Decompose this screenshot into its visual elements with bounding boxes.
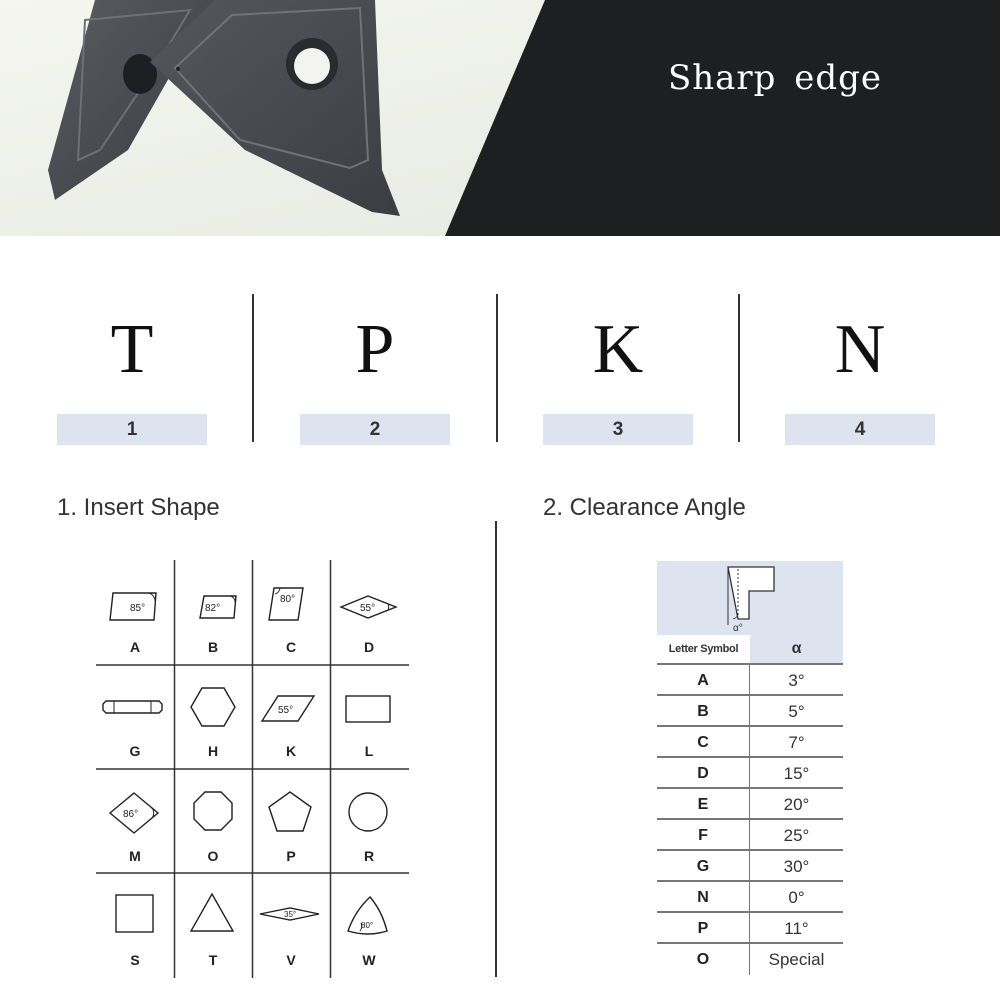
svg-text:86°: 86° (123, 809, 139, 820)
code-letter-text: K (592, 311, 644, 388)
shape-cell-p (252, 769, 330, 873)
code-letter-1 (57, 310, 207, 390)
shape-letter: G (129, 743, 141, 759)
code-letter-text: N (834, 311, 886, 388)
code-divider (738, 294, 740, 442)
code-divider (496, 294, 498, 442)
svg-text:55°: 55° (360, 603, 376, 614)
clearance-diagram (657, 561, 843, 635)
shape-cell-h (174, 664, 252, 768)
shape-cell-s (96, 873, 174, 977)
shape-cell-r (330, 769, 408, 873)
row-symbol: A (657, 665, 750, 696)
shape-letter: D (363, 639, 375, 655)
shape-letter: W (362, 952, 376, 968)
parallelogram-85-icon (96, 560, 174, 640)
trigon-80-icon (330, 873, 408, 953)
shape-letter: H (207, 743, 219, 759)
shape-cell-d (330, 560, 408, 664)
rhombus-55-icon (330, 560, 408, 640)
svg-text:55°: 55° (278, 705, 294, 716)
circle-icon (330, 769, 408, 849)
insert-photo (0, 0, 1000, 236)
table-row (657, 942, 843, 975)
rhombus-86-icon (96, 769, 174, 849)
shape-cell-a (96, 560, 174, 664)
svg-text:80°: 80° (361, 921, 374, 930)
shape-letter: T (208, 952, 218, 968)
table-row (657, 756, 843, 789)
shape-letter: K (285, 743, 297, 759)
shape-letter: M (129, 848, 141, 864)
shape-letter: R (363, 848, 375, 864)
shape-cell-o (174, 769, 252, 873)
row-value: 0° (788, 888, 805, 907)
table-row (657, 787, 843, 820)
row-symbol: C (657, 727, 750, 758)
shape-cell-c (252, 560, 330, 664)
table-row (657, 694, 843, 727)
row-value: 30° (783, 857, 810, 876)
svg-text:85°: 85° (130, 603, 146, 614)
shape-letter: A (129, 639, 141, 655)
shape-cell-w (330, 873, 408, 977)
table-row (657, 725, 843, 758)
section-divider (495, 521, 497, 977)
header-letter-symbol: Letter Symbol (657, 635, 750, 663)
code-divider (252, 294, 254, 442)
row-symbol: B (657, 696, 750, 727)
octagon-icon (174, 769, 252, 849)
shape-letter: P (286, 848, 296, 864)
row-value: 25° (783, 826, 810, 845)
shape-cell-v (252, 873, 330, 977)
table-row (657, 880, 843, 913)
code-number-3: 3 (543, 414, 693, 445)
insert-shape-title: 1. Insert Shape (57, 494, 220, 521)
svg-text:α°: α° (733, 623, 743, 634)
shape-cell-b (174, 560, 252, 664)
shape-cell-t (174, 873, 252, 977)
shape-cell-k (252, 664, 330, 768)
header-alpha: α (791, 640, 802, 657)
code-letter-text: P (355, 311, 395, 388)
code-number-4: 4 (785, 414, 935, 445)
parallelogram-82-icon (174, 560, 252, 640)
triangle-icon (174, 873, 252, 953)
code-letter-text: T (110, 311, 154, 388)
svg-text:35°: 35° (284, 910, 297, 919)
shape-cell-l (330, 664, 408, 768)
row-value: 3° (788, 671, 805, 690)
table-row (657, 911, 843, 944)
code-letter-3 (543, 310, 693, 390)
row-symbol: G (657, 851, 750, 882)
row-value: Special (768, 950, 825, 969)
rhombus-35-icon (252, 873, 330, 953)
shape-letter: O (207, 848, 219, 864)
shape-letter: B (207, 639, 219, 655)
row-symbol: O (657, 944, 750, 975)
shape-letter: S (130, 952, 140, 968)
svg-text:80°: 80° (280, 594, 296, 605)
row-value: 20° (783, 795, 810, 814)
insert-shape-grid (96, 560, 409, 978)
svg-text:82°: 82° (205, 603, 221, 614)
hexagon-icon (174, 664, 252, 744)
shape-letter: V (286, 952, 296, 968)
hexagon-elongated-icon (96, 664, 174, 744)
row-symbol: N (657, 882, 750, 913)
code-letter-4 (785, 310, 935, 390)
clearance-angle-title: 2. Clearance Angle (543, 494, 746, 521)
banner-title: Sharp edge (667, 58, 883, 98)
shape-letter: L (364, 743, 374, 759)
pentagon-icon (252, 769, 330, 849)
code-number-1: 1 (57, 414, 207, 445)
shape-cell-g (96, 664, 174, 768)
row-value: 11° (784, 919, 809, 938)
table-row (657, 849, 843, 882)
row-symbol: D (657, 758, 750, 789)
table-header (657, 635, 843, 663)
product-banner (0, 0, 1000, 236)
code-number-2: 2 (300, 414, 450, 445)
row-symbol: E (657, 789, 750, 820)
code-letter-2 (300, 310, 450, 390)
rectangle-icon (330, 664, 408, 744)
row-symbol: P (657, 913, 750, 944)
row-value: 5° (788, 702, 805, 721)
row-value: 7° (788, 733, 805, 752)
rhombus-80-icon (252, 560, 330, 640)
table-row (657, 663, 843, 696)
row-symbol: F (657, 820, 750, 851)
parallelogram-55-icon (252, 664, 330, 744)
clearance-angle-icon (657, 561, 843, 635)
row-value: 15° (783, 764, 810, 783)
shape-letter: C (285, 639, 297, 655)
table-row (657, 818, 843, 851)
square-icon (96, 873, 174, 953)
shape-cell-m (96, 769, 174, 873)
